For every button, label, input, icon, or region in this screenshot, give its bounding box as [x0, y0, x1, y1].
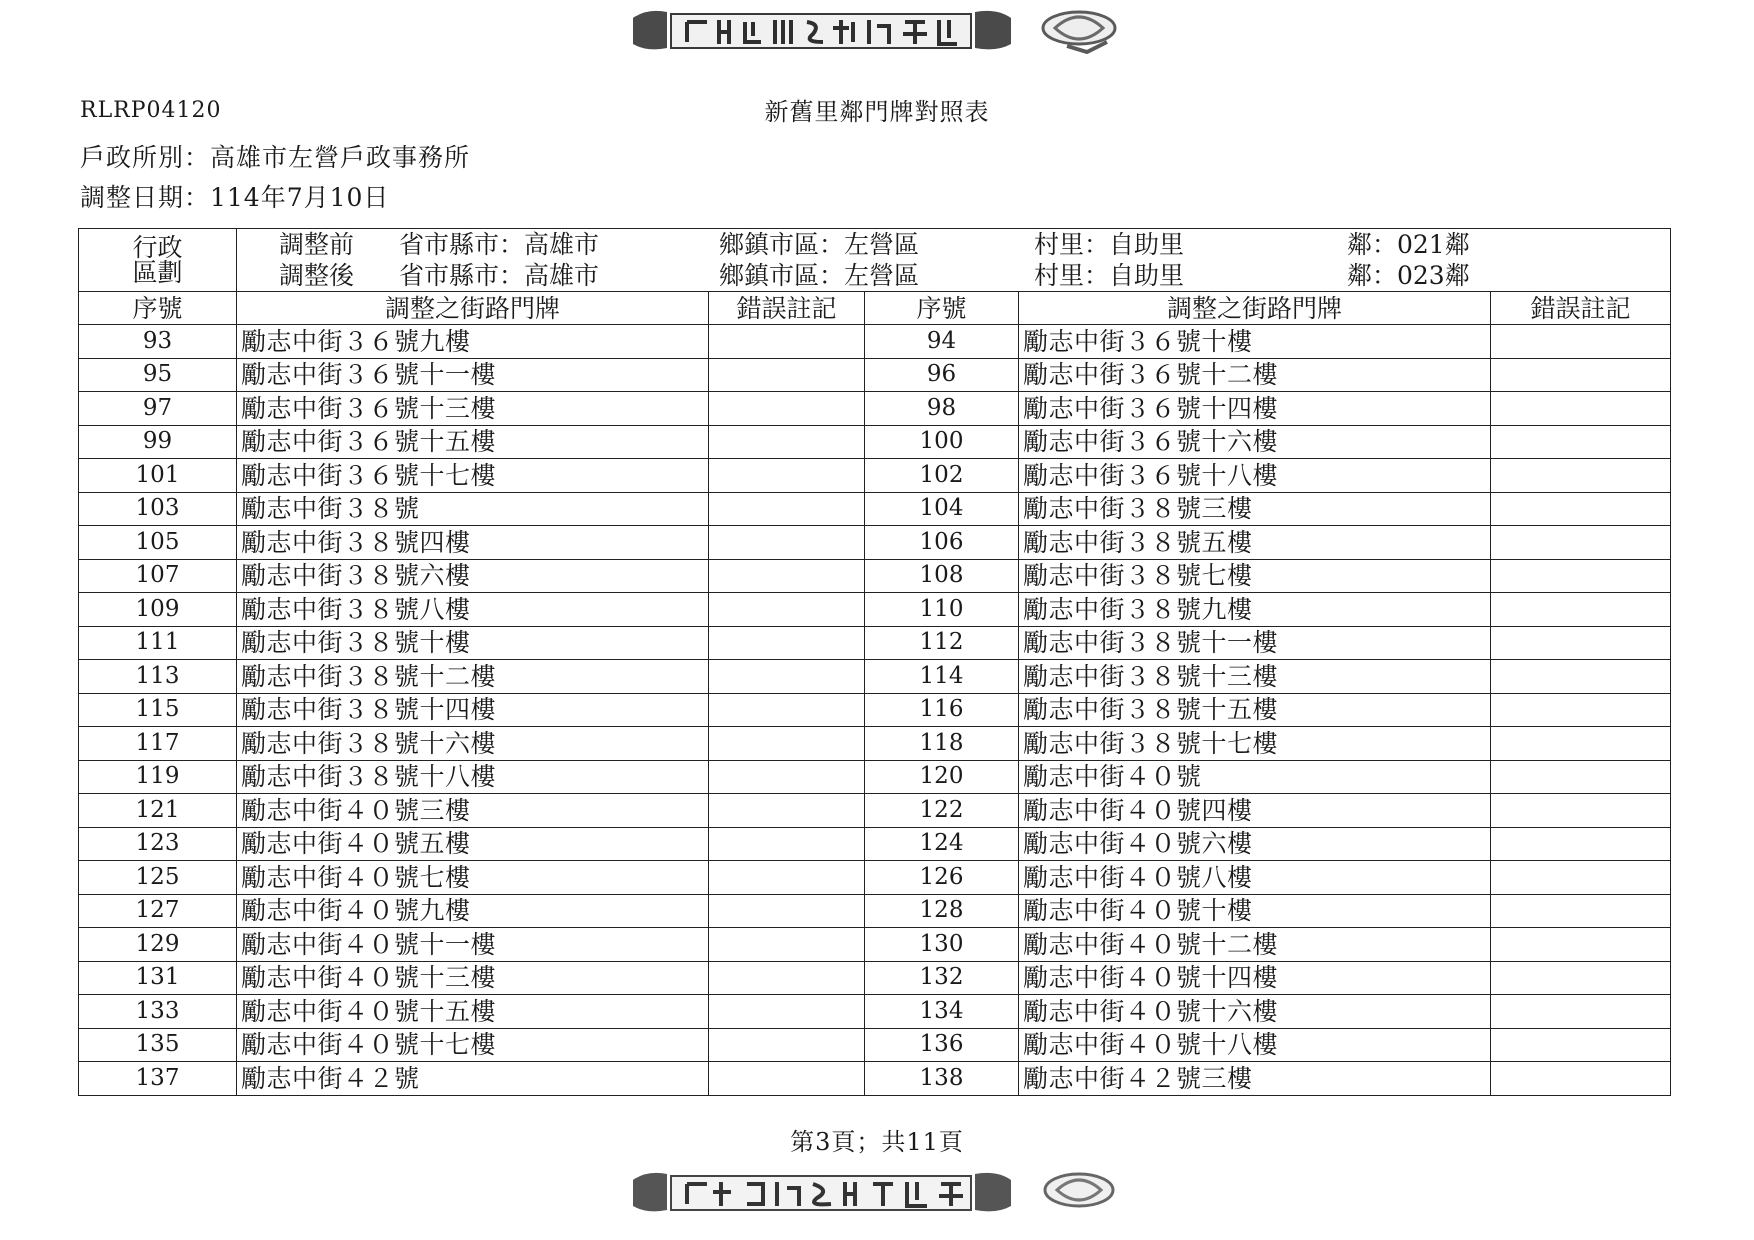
right-error-note-cell — [1491, 894, 1671, 928]
right-seq-cell: 108 — [865, 559, 1019, 593]
left-address-cell: 勵志中街４０號三樓 — [237, 794, 709, 828]
right-address-cell: 勵志中街４０號 — [1019, 760, 1491, 794]
before-city: 省市縣市：高雄市 — [399, 230, 600, 259]
left-error-note-cell — [709, 995, 865, 1029]
left-seq-cell: 121 — [79, 794, 237, 828]
right-seq-cell: 128 — [865, 894, 1019, 928]
left-address-cell: 勵志中街３６號九樓 — [237, 325, 709, 359]
emblem-icon — [1037, 1166, 1127, 1214]
right-error-note-cell — [1491, 325, 1671, 359]
left-address-cell: 勵志中街３８號六樓 — [237, 559, 709, 593]
table-row — [79, 827, 1671, 861]
right-error-note-cell — [1491, 760, 1671, 794]
left-error-note-cell — [709, 325, 865, 359]
official-seal-top — [627, 4, 1127, 56]
table-row — [79, 392, 1671, 426]
right-address-cell: 勵志中街３６號十樓 — [1019, 325, 1491, 359]
region-label-cell — [79, 229, 237, 292]
seal-banner-icon — [627, 1164, 1017, 1216]
left-address-cell: 勵志中街４０號五樓 — [237, 827, 709, 861]
right-seq-cell: 100 — [865, 425, 1019, 459]
left-address-cell: 勵志中街４０號十五樓 — [237, 995, 709, 1029]
table-row — [79, 459, 1671, 493]
emblem-icon — [1037, 6, 1127, 54]
left-address-cell: 勵志中街４０號七樓 — [237, 861, 709, 895]
left-address-cell: 勵志中街３８號八樓 — [237, 593, 709, 627]
right-seq-cell: 126 — [865, 861, 1019, 895]
header-address-right: 調整之街路門牌 — [1019, 292, 1491, 325]
left-address-cell: 勵志中街３８號十樓 — [237, 626, 709, 660]
right-error-note-cell — [1491, 693, 1671, 727]
left-seq-cell: 93 — [79, 325, 237, 359]
right-address-cell: 勵志中街３８號十一樓 — [1019, 626, 1491, 660]
right-address-cell: 勵志中街３６號十二樓 — [1019, 358, 1491, 392]
after-city: 省市縣市：高雄市 — [399, 261, 600, 290]
right-error-note-cell — [1491, 358, 1671, 392]
table-row — [79, 693, 1671, 727]
right-error-note-cell — [1491, 1062, 1671, 1096]
right-address-cell: 勵志中街４０號四樓 — [1019, 794, 1491, 828]
right-seq-cell: 134 — [865, 995, 1019, 1029]
left-error-note-cell — [709, 861, 865, 895]
before-village: 村里：自助里 — [1034, 230, 1185, 259]
left-error-note-cell — [709, 526, 865, 560]
right-seq-cell: 94 — [865, 325, 1019, 359]
before-district: 鄉鎮市區：左營區 — [719, 230, 920, 259]
before-neighborhood: 鄰：021鄰 — [1347, 230, 1470, 259]
right-error-note-cell — [1491, 794, 1671, 828]
after-district: 鄉鎮市區：左營區 — [719, 261, 920, 290]
right-address-cell: 勵志中街３８號五樓 — [1019, 526, 1491, 560]
left-seq-cell: 137 — [79, 1062, 237, 1096]
right-error-note-cell — [1491, 492, 1671, 526]
left-seq-cell: 119 — [79, 760, 237, 794]
household-office: 戶政所別：高雄市左營戶政事務所 — [80, 143, 471, 172]
table-row — [79, 760, 1671, 794]
table-row — [79, 1062, 1671, 1096]
adjustment-date: 調整日期：114年7月10日 — [80, 183, 390, 212]
right-address-cell: 勵志中街３８號十三樓 — [1019, 660, 1491, 694]
right-address-cell: 勵志中街３６號十六樓 — [1019, 425, 1491, 459]
report-code: RLRP04120 — [80, 98, 222, 123]
left-address-cell: 勵志中街３８號四樓 — [237, 526, 709, 560]
right-address-cell: 勵志中街３６號十四樓 — [1019, 392, 1491, 426]
right-error-note-cell — [1491, 1028, 1671, 1062]
right-error-note-cell — [1491, 995, 1671, 1029]
table-row — [79, 928, 1671, 962]
left-error-note-cell — [709, 392, 865, 426]
table-row — [79, 995, 1671, 1029]
table-row — [79, 526, 1671, 560]
left-address-cell: 勵志中街３８號十二樓 — [237, 660, 709, 694]
left-error-note-cell — [709, 693, 865, 727]
left-seq-cell: 107 — [79, 559, 237, 593]
right-address-cell: 勵志中街３８號十五樓 — [1019, 693, 1491, 727]
left-error-note-cell — [709, 760, 865, 794]
right-address-cell: 勵志中街３８號三樓 — [1019, 492, 1491, 526]
right-seq-cell: 122 — [865, 794, 1019, 828]
table-row — [79, 1028, 1671, 1062]
right-error-note-cell — [1491, 559, 1671, 593]
left-error-note-cell — [709, 626, 865, 660]
right-seq-cell: 116 — [865, 693, 1019, 727]
left-address-cell: 勵志中街３８號十八樓 — [237, 760, 709, 794]
left-error-note-cell — [709, 459, 865, 493]
right-error-note-cell — [1491, 928, 1671, 962]
left-address-cell: 勵志中街３６號十七樓 — [237, 459, 709, 493]
left-error-note-cell — [709, 827, 865, 861]
left-seq-cell: 95 — [79, 358, 237, 392]
left-seq-cell: 133 — [79, 995, 237, 1029]
left-address-cell: 勵志中街４０號九樓 — [237, 894, 709, 928]
table-row — [79, 492, 1671, 526]
right-seq-cell: 136 — [865, 1028, 1019, 1062]
left-address-cell: 勵志中街４０號十一樓 — [237, 928, 709, 962]
right-address-cell: 勵志中街３８號七樓 — [1019, 559, 1491, 593]
column-header-row — [79, 292, 1671, 325]
region-after-row — [79, 260, 1671, 292]
right-seq-cell: 120 — [865, 760, 1019, 794]
right-address-cell: 勵志中街３８號九樓 — [1019, 593, 1491, 627]
right-seq-cell: 106 — [865, 526, 1019, 560]
after-label: 調整後 — [279, 261, 355, 290]
seal-banner-icon — [627, 4, 1017, 56]
left-error-note-cell — [709, 794, 865, 828]
right-error-note-cell — [1491, 459, 1671, 493]
header-address-left: 調整之街路門牌 — [237, 292, 709, 325]
right-address-cell: 勵志中街４２號三樓 — [1019, 1062, 1491, 1096]
table-row — [79, 894, 1671, 928]
left-address-cell: 勵志中街３６號十三樓 — [237, 392, 709, 426]
left-address-cell: 勵志中街４２號 — [237, 1062, 709, 1096]
header-seq-left: 序號 — [79, 292, 237, 325]
document-title: 新舊里鄰門牌對照表 — [764, 98, 990, 126]
left-error-note-cell — [709, 559, 865, 593]
left-error-note-cell — [709, 660, 865, 694]
region-before-row — [79, 229, 1671, 261]
left-error-note-cell — [709, 1028, 865, 1062]
right-error-note-cell — [1491, 593, 1671, 627]
region-label-line2: 區劃 — [132, 258, 183, 287]
table-row — [79, 660, 1671, 694]
left-address-cell: 勵志中街４０號十七樓 — [237, 1028, 709, 1062]
after-village: 村里：自助里 — [1034, 261, 1185, 290]
right-error-note-cell — [1491, 526, 1671, 560]
left-error-note-cell — [709, 593, 865, 627]
left-error-note-cell — [709, 961, 865, 995]
table-row — [79, 626, 1671, 660]
right-seq-cell: 114 — [865, 660, 1019, 694]
right-address-cell: 勵志中街３８號十七樓 — [1019, 727, 1491, 761]
left-seq-cell: 103 — [79, 492, 237, 526]
right-seq-cell: 124 — [865, 827, 1019, 861]
right-seq-cell: 132 — [865, 961, 1019, 995]
left-seq-cell: 129 — [79, 928, 237, 962]
right-seq-cell: 138 — [865, 1062, 1019, 1096]
header-seq-right: 序號 — [865, 292, 1019, 325]
region-label-line1: 行政 — [132, 233, 183, 262]
address-mapping-table — [78, 228, 1671, 1096]
left-error-note-cell — [709, 492, 865, 526]
left-error-note-cell — [709, 928, 865, 962]
table-row — [79, 727, 1671, 761]
right-error-note-cell — [1491, 961, 1671, 995]
right-address-cell: 勵志中街４０號十樓 — [1019, 894, 1491, 928]
right-address-cell: 勵志中街４０號十八樓 — [1019, 1028, 1491, 1062]
table-row — [79, 861, 1671, 895]
table-row — [79, 358, 1671, 392]
page-indicator: 第3頁；共11頁 — [790, 1128, 964, 1156]
left-seq-cell: 123 — [79, 827, 237, 861]
right-seq-cell: 110 — [865, 593, 1019, 627]
right-seq-cell: 112 — [865, 626, 1019, 660]
right-seq-cell: 104 — [865, 492, 1019, 526]
table-row — [79, 325, 1671, 359]
right-address-cell: 勵志中街４０號八樓 — [1019, 861, 1491, 895]
left-seq-cell: 97 — [79, 392, 237, 426]
left-error-note-cell — [709, 425, 865, 459]
left-seq-cell: 105 — [79, 526, 237, 560]
right-seq-cell: 98 — [865, 392, 1019, 426]
right-seq-cell: 102 — [865, 459, 1019, 493]
right-error-note-cell — [1491, 626, 1671, 660]
right-error-note-cell — [1491, 827, 1671, 861]
region-after-cell — [237, 260, 1671, 292]
right-address-cell: 勵志中街４０號十六樓 — [1019, 995, 1491, 1029]
left-seq-cell: 125 — [79, 861, 237, 895]
right-seq-cell: 96 — [865, 358, 1019, 392]
left-address-cell: 勵志中街３６號十一樓 — [237, 358, 709, 392]
left-seq-cell: 115 — [79, 693, 237, 727]
left-error-note-cell — [709, 727, 865, 761]
right-error-note-cell — [1491, 660, 1671, 694]
left-seq-cell: 99 — [79, 425, 237, 459]
after-neighborhood: 鄰：023鄰 — [1347, 261, 1470, 290]
table-row — [79, 559, 1671, 593]
left-seq-cell: 109 — [79, 593, 237, 627]
left-seq-cell: 101 — [79, 459, 237, 493]
region-before-cell — [237, 229, 1671, 261]
left-seq-cell: 127 — [79, 894, 237, 928]
table-row — [79, 961, 1671, 995]
header-note-right: 錯誤註記 — [1491, 292, 1671, 325]
left-seq-cell: 111 — [79, 626, 237, 660]
left-seq-cell: 131 — [79, 961, 237, 995]
left-address-cell: 勵志中街３８號十四樓 — [237, 693, 709, 727]
official-seal-bottom — [627, 1164, 1127, 1216]
right-address-cell: 勵志中街４０號六樓 — [1019, 827, 1491, 861]
right-address-cell: 勵志中街３６號十八樓 — [1019, 459, 1491, 493]
table-row — [79, 794, 1671, 828]
right-seq-cell: 118 — [865, 727, 1019, 761]
left-error-note-cell — [709, 894, 865, 928]
table-row — [79, 593, 1671, 627]
right-address-cell: 勵志中街４０號十二樓 — [1019, 928, 1491, 962]
right-error-note-cell — [1491, 392, 1671, 426]
table-body — [79, 325, 1671, 1096]
right-error-note-cell — [1491, 727, 1671, 761]
left-address-cell: 勵志中街３８號 — [237, 492, 709, 526]
left-address-cell: 勵志中街３８號十六樓 — [237, 727, 709, 761]
table-row — [79, 425, 1671, 459]
left-seq-cell: 135 — [79, 1028, 237, 1062]
before-label: 調整前 — [279, 230, 355, 259]
right-error-note-cell — [1491, 425, 1671, 459]
left-address-cell: 勵志中街４０號十三樓 — [237, 961, 709, 995]
left-address-cell: 勵志中街３６號十五樓 — [237, 425, 709, 459]
left-error-note-cell — [709, 1062, 865, 1096]
right-address-cell: 勵志中街４０號十四樓 — [1019, 961, 1491, 995]
left-seq-cell: 113 — [79, 660, 237, 694]
left-error-note-cell — [709, 358, 865, 392]
header-note-left: 錯誤註記 — [709, 292, 865, 325]
right-error-note-cell — [1491, 861, 1671, 895]
left-seq-cell: 117 — [79, 727, 237, 761]
right-seq-cell: 130 — [865, 928, 1019, 962]
